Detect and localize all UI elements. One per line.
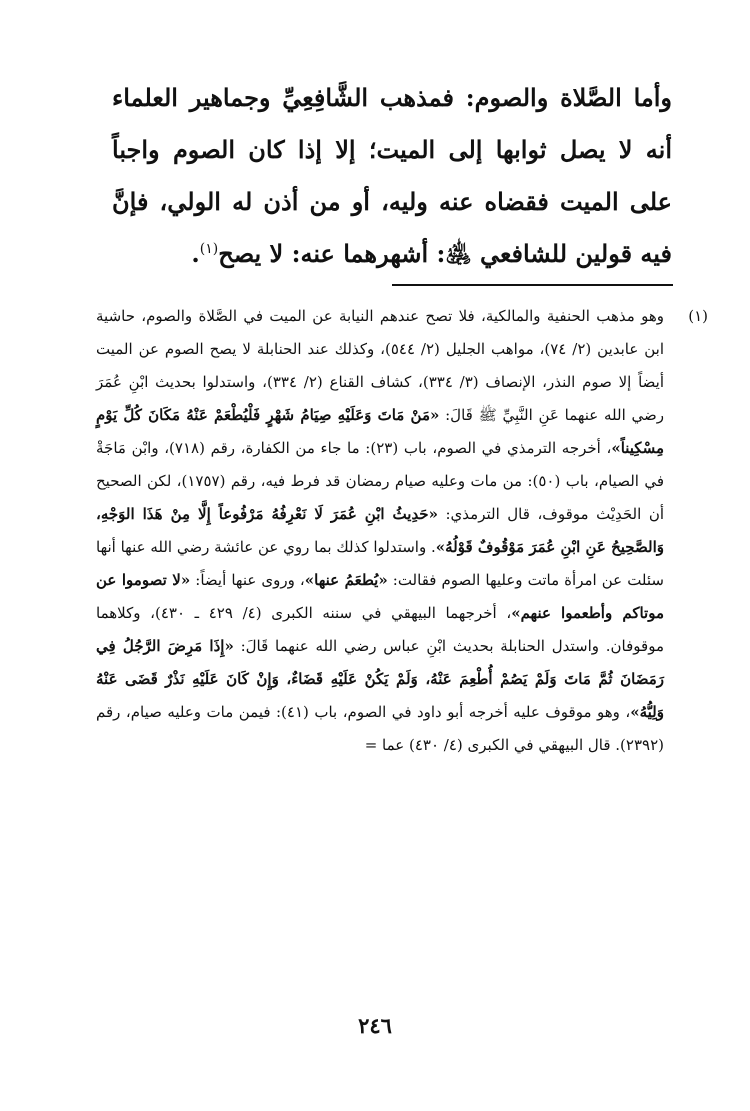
footnote xyxy=(96,300,708,762)
footnote-number: (١) xyxy=(688,307,708,325)
footnote-reference[interactable]: (١) xyxy=(199,241,219,257)
page-number: ٢٤٦ xyxy=(358,1013,392,1038)
footnote-quote: «مَنْ مَاتَ وَعَلَيْهِ صِيَامُ شَهْرٍ فَلْيُطْعَمْ عَنْهُ مَكَانَ كُلِّ يَوْمٍ مِسْكِيناً» xyxy=(96,406,665,457)
main-paragraph xyxy=(112,72,672,280)
footnote-separator xyxy=(392,284,673,286)
main-text xyxy=(112,72,672,280)
footnote-quote: «يُطعَمُ عنها» xyxy=(304,571,388,589)
footnote-segment: ، وروى عنها أيضاً: xyxy=(190,571,305,589)
footnote-segment: ، أخرجه الترمذي في الصوم، باب (٢٣): ما جاء من الكفارة، رقم (٧١٨)، وابْن مَاجَةْ في الصيام، باب (٥٠): من مات وعليه صيام رمضان قد فرط فيه، رقم (١٧٥٧)، لكن الصحيح أن الحَدِيْث موقوف، قال الترمذي: xyxy=(96,439,664,523)
footnote-segment: ، وهو موقوف عليه أخرجه أبو داود في الصوم، باب (٤١): فيمن مات وعليه صيام، رقم (٢٣٩٢). قال البيهقي في الكبرى (٤/ ٤٣٠) عما = xyxy=(96,703,664,754)
footnote-quote: «إِذَا مَرِضَ الرَّجُلُ فِي رَمَضَانَ ثُمَّ مَاتَ وَلَمْ يَصُمْ أُطْعِمَ عَنْهُ، وَلَمْ يَكُنْ عَلَيْهِ قَضَاءٌ، وَإِنْ كَانَ عَلَيْهِ نَذْرٌ قَضَى عَنْهُ وَلِيُّهُ» xyxy=(96,637,664,721)
footnote-quote: «لا تصوموا عن موتاكم وأطعموا عنهم» xyxy=(96,571,664,622)
footnote-text xyxy=(96,300,664,762)
footnote-segment: ، أخرجهما البيهقي في سننه الكبرى (٤/ ٤٢٩ ـ ٤٣٠)، وكلاهما موقوفان. واستدل الحنابلة بحديث ابْنِ عباس رضي الله عنهما قَالَ: xyxy=(96,604,664,655)
footnote-quote: «حَدِيثُ ابْنِ عُمَرَ لَا نَعْرِفُهُ مَرْفُوعاً إِلَّا مِنْ هَذَا الوَجْهِ، وَالصَّحِيحُ عَنِ ابْنِ عُمَرَ مَوْقُوفٌ قَوْلُهُ» xyxy=(96,505,664,556)
footnote-segment: . واستدلوا كذلك بما روي عن عائشة رضي الله عنها أنها سئلت عن امرأة ماتت وعليها الصوم فقالت: xyxy=(96,538,664,589)
main-paragraph-end: . xyxy=(191,239,200,268)
main-paragraph-text: وأما الصَّلاة والصوم: فمذهب الشَّافِعِيِّ وجماهير العلماء أنه لا يصل ثوابها إلى الميت؛ إلا إذا كان الصوم واجباً على الميت فقضاه عنه وليه، أو من أذن له الولي، فإنَّ فيه قولين للشافعي ﵁: أشهرهما عنه: لا يصح xyxy=(112,83,672,268)
footnote-segment: وهو مذهب الحنفية والمالكية، فلا تصح عندهم النيابة عن الميت في الصَّلاة والصوم، حاشية ابن عابدين (٢/ ٧٤)، مواهب الجليل (٢/ ٥٤٤)، وكذلك عند الحنابلة لا يصح الصوم عن الميت أيضاً إلا صوم النذر، الإنصاف (٣/ ٣٣٤)، كشاف القناع (٢/ ٣٣٤)، واستدلوا بحديث ابْنِ عُمَرَ رضي الله عنهما عَنِ النَّبِيِّ ﷺ قَالَ: xyxy=(96,307,665,424)
